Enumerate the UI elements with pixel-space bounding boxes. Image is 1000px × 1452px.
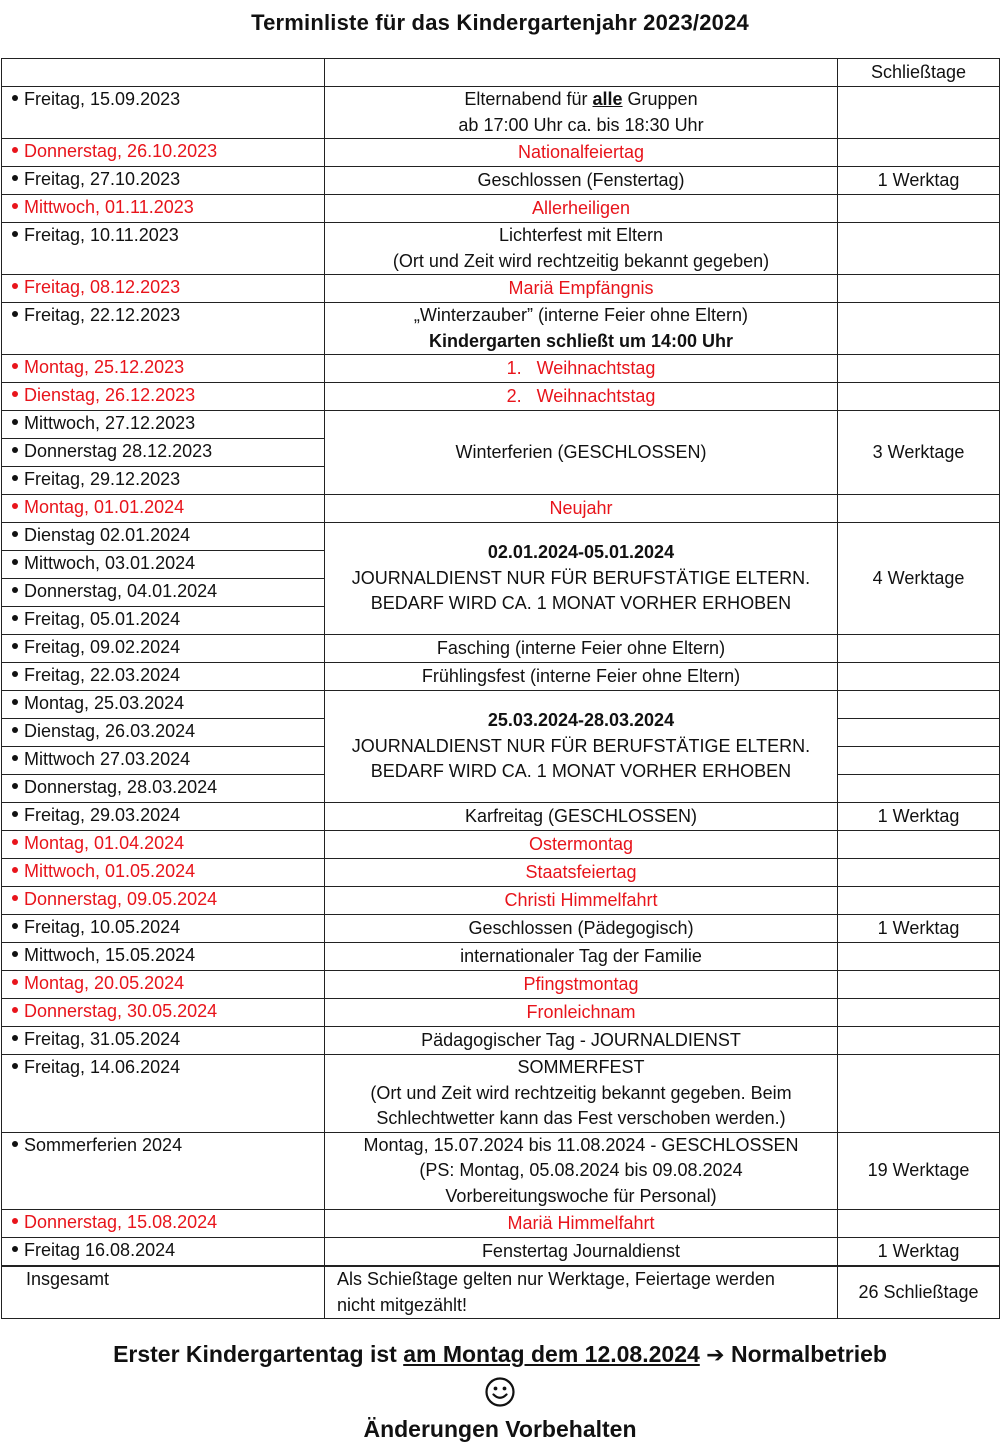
event-cell: Ostermontag [325, 831, 838, 859]
notice-date: am Montag dem 12.08.2024 [403, 1341, 700, 1367]
date-text: Donnerstag, 15.08.2024 [24, 1212, 218, 1232]
closing-cell [838, 831, 1000, 859]
closing-cell [838, 275, 1000, 303]
date-text: Freitag, 10.11.2023 [24, 225, 179, 245]
event-cell: Pädagogischer Tag - JOURNALDIENST [325, 1027, 838, 1055]
bullet-icon [12, 175, 18, 181]
bullet-icon [12, 391, 18, 397]
date-text: Freitag, 15.09.2023 [24, 89, 181, 109]
event-text: Elternabend für [464, 89, 593, 109]
event-text: Kindergarten schließt um 14:00 Uhr [428, 330, 734, 351]
bullet-icon [12, 699, 18, 705]
event-cell: Mariä Himmelfahrt [325, 1210, 838, 1238]
table-row [2, 887, 1000, 915]
table-row [2, 691, 1000, 719]
date-cell [2, 579, 325, 607]
date-text: Mittwoch, 03.01.2024 [24, 553, 196, 573]
date-text: Freitag, 09.02.2024 [24, 637, 181, 657]
closing-cell [838, 1210, 1000, 1238]
closing-cell [838, 383, 1000, 411]
event-text: BEDARF WIRD CA. 1 MONAT VORHER ERHOBEN [370, 593, 792, 614]
date-cell [2, 803, 325, 831]
bullet-icon [12, 1218, 18, 1224]
event-text: Lichterfest mit Eltern [498, 225, 664, 245]
closing-cell [838, 859, 1000, 887]
date-cell [2, 551, 325, 579]
first-day-notice [0, 1341, 1000, 1368]
notice-text: Normalbetrieb [724, 1341, 887, 1367]
event-cell: Geschlossen (Pädegogisch) [325, 915, 838, 943]
date-text: Freitag, 08.12.2023 [24, 277, 181, 297]
date-cell [2, 1027, 325, 1055]
list-number: 1. [506, 357, 522, 378]
header-date [2, 59, 325, 87]
bullet-icon [12, 311, 18, 317]
bullet-icon [12, 531, 18, 537]
date-text: Dienstag, 26.03.2024 [24, 721, 196, 741]
date-cell [2, 495, 325, 523]
total-row [2, 1266, 1000, 1319]
date-text: Freitag, 29.12.2023 [24, 469, 181, 489]
table-row [2, 523, 1000, 551]
bullet-icon [12, 1141, 18, 1147]
date-text: Freitag, 29.03.2024 [24, 805, 181, 825]
table-row [2, 635, 1000, 663]
date-cell [2, 775, 325, 803]
date-text: Mittwoch, 01.05.2024 [24, 861, 196, 881]
date-text: Freitag, 27.10.2023 [24, 169, 181, 189]
closing-cell [838, 887, 1000, 915]
date-cell [2, 467, 325, 495]
date-text: Mittwoch 27.03.2024 [24, 749, 191, 769]
table-row [2, 383, 1000, 411]
smiley-face-icon [484, 1376, 516, 1408]
event-cell: Mariä Empfängnis [325, 275, 838, 303]
table-row [2, 971, 1000, 999]
table-row [2, 803, 1000, 831]
date-cell [2, 223, 325, 275]
date-cell [2, 859, 325, 887]
event-cell: Fasching (interne Feier ohne Eltern) [325, 635, 838, 663]
closing-cell [838, 943, 1000, 971]
event-cell [325, 223, 838, 275]
header-event [325, 59, 838, 87]
bullet-icon [12, 895, 18, 901]
date-cell [2, 719, 325, 747]
table-row [2, 1055, 1000, 1133]
date-text: Sommerferien 2024 [24, 1134, 183, 1155]
date-cell [2, 383, 325, 411]
event-cell [325, 355, 838, 383]
date-text: Mittwoch, 01.11.2023 [24, 197, 194, 217]
date-cell [2, 691, 325, 719]
closing-cell [838, 747, 1000, 775]
bullet-icon [12, 951, 18, 957]
bullet-icon [12, 1007, 18, 1013]
closing-cell [838, 195, 1000, 223]
date-cell [2, 663, 325, 691]
bullet-icon [12, 231, 18, 237]
event-cell: Fenstertag Journaldienst [325, 1238, 838, 1267]
event-cell [325, 523, 838, 635]
bullet-icon [12, 419, 18, 425]
closing-cell [838, 775, 1000, 803]
event-text: (Ort und Zeit wird rechtzeitig bekannt gegeben. Beim [370, 1082, 792, 1103]
date-text: Montag, 01.01.2024 [24, 497, 185, 517]
bullet-icon [12, 923, 18, 929]
date-text: Mittwoch, 15.05.2024 [24, 945, 196, 965]
bullet-icon [12, 671, 18, 677]
date-text: Donnerstag, 09.05.2024 [24, 889, 218, 909]
total-note-line: nicht mitgezählt! [337, 1294, 468, 1315]
date-cell [2, 1132, 325, 1210]
event-text: JOURNALDIENST NUR FÜR BERUFSTÄTIGE ELTERN. [351, 735, 811, 756]
event-cell: Winterferien (GESCHLOSSEN) [325, 411, 838, 495]
date-text: Montag, 20.05.2024 [24, 973, 185, 993]
date-cell [2, 943, 325, 971]
date-text: Dienstag, 26.12.2023 [24, 385, 196, 405]
table-row [2, 943, 1000, 971]
event-text: (PS: Montag, 05.08.2024 bis 09.08.2024 [419, 1160, 743, 1180]
closing-cell: 1 Werktag [838, 915, 1000, 943]
total-note [325, 1266, 838, 1319]
table-row [2, 139, 1000, 167]
event-cell: Christi Himmelfahrt [325, 887, 838, 915]
closing-cell [838, 495, 1000, 523]
event-cell: Allerheiligen [325, 195, 838, 223]
table-row [2, 999, 1000, 1027]
bullet-icon [12, 839, 18, 845]
date-text: Mittwoch, 27.12.2023 [24, 413, 196, 433]
bullet-icon [12, 283, 18, 289]
date-cell [2, 303, 325, 355]
schedule-table [1, 58, 1000, 1319]
list-number: 2. [506, 385, 522, 406]
event-cell [325, 1055, 838, 1133]
event-text: Weihnachtstag [536, 385, 656, 406]
date-text: Freitag, 05.01.2024 [24, 609, 181, 629]
date-cell [2, 439, 325, 467]
closing-cell: 1 Werktag [838, 167, 1000, 195]
date-text: Freitag, 31.05.2024 [24, 1029, 181, 1049]
event-text: 25.03.2024-28.03.2024 [487, 710, 675, 731]
total-value: 26 Schließtage [838, 1266, 1000, 1319]
bullet-icon [12, 587, 18, 593]
date-text: Donnerstag 28.12.2023 [24, 441, 213, 461]
bullet-icon [12, 1246, 18, 1252]
event-cell: Frühlingsfest (interne Feier ohne Eltern) [325, 663, 838, 691]
closing-cell [838, 999, 1000, 1027]
event-cell [325, 691, 838, 803]
closing-cell [838, 355, 1000, 383]
closing-cell: 1 Werktag [838, 1238, 1000, 1267]
bullet-icon [12, 1035, 18, 1041]
date-cell [2, 355, 325, 383]
closing-cell [838, 971, 1000, 999]
bullet-icon [12, 867, 18, 873]
table-row [2, 1132, 1000, 1210]
event-cell: Staatsfeiertag [325, 859, 838, 887]
bullet-icon [12, 979, 18, 985]
table-row [2, 495, 1000, 523]
table-row [2, 859, 1000, 887]
event-text: SOMMERFEST [517, 1057, 645, 1077]
date-cell [2, 971, 325, 999]
event-text: ab 17:00 Uhr ca. bis 18:30 Uhr [458, 114, 704, 135]
event-text: Montag, 15.07.2024 bis 11.08.2024 - GESCHLOSSEN [363, 1134, 799, 1155]
event-text: BEDARF WIRD CA. 1 MONAT VORHER ERHOBEN [370, 761, 792, 782]
notice-text: Erster Kindergartentag ist [113, 1341, 404, 1367]
bullet-icon [12, 615, 18, 621]
event-cell: Nationalfeiertag [325, 139, 838, 167]
bullet-icon [12, 1063, 18, 1069]
event-cell [325, 87, 838, 139]
event-cell: Karfreitag (GESCHLOSSEN) [325, 803, 838, 831]
table-row [2, 915, 1000, 943]
date-cell [2, 831, 325, 859]
bullet-icon [12, 475, 18, 481]
bullet-icon [12, 783, 18, 789]
table-row [2, 275, 1000, 303]
date-text: Donnerstag, 26.10.2023 [24, 141, 218, 161]
date-text: Montag, 01.04.2024 [24, 833, 185, 853]
date-cell [2, 999, 325, 1027]
bullet-icon [12, 147, 18, 153]
table-row [2, 355, 1000, 383]
date-cell [2, 275, 325, 303]
bullet-icon [12, 811, 18, 817]
bullet-icon [12, 363, 18, 369]
event-text: „Winterzauber” (interne Feier ohne Eltern) [413, 305, 749, 325]
bullet-icon [12, 95, 18, 101]
date-text: Montag, 25.03.2024 [24, 693, 185, 713]
event-cell [325, 303, 838, 355]
date-cell [2, 1210, 325, 1238]
bullet-icon [12, 755, 18, 761]
header-row [2, 59, 1000, 87]
bullet-icon [12, 559, 18, 565]
table-row [2, 167, 1000, 195]
date-cell [2, 887, 325, 915]
table-row [2, 87, 1000, 139]
event-text: Gruppen [622, 89, 698, 109]
closing-cell [838, 663, 1000, 691]
date-cell [2, 87, 325, 139]
closing-cell: 1 Werktag [838, 803, 1000, 831]
date-cell [2, 1238, 325, 1267]
page-title: Terminliste für das Kindergartenjahr 2023/2024 [251, 10, 749, 35]
right-arrow-icon: ➔ [706, 1342, 725, 1367]
closing-cell [838, 691, 1000, 719]
date-text: Donnerstag, 30.05.2024 [24, 1001, 218, 1021]
table-row [2, 1027, 1000, 1055]
closing-cell [838, 1055, 1000, 1133]
event-cell [325, 383, 838, 411]
date-text: Dienstag 02.01.2024 [24, 525, 191, 545]
event-emphasis: alle [592, 89, 623, 109]
closing-cell [838, 719, 1000, 747]
event-text: 02.01.2024-05.01.2024 [487, 542, 675, 563]
date-text: Montag, 25.12.2023 [24, 357, 185, 377]
date-text: Freitag, 22.12.2023 [24, 305, 181, 325]
bullet-icon [12, 643, 18, 649]
closing-cell [838, 139, 1000, 167]
event-text: (Ort und Zeit wird rechtzeitig bekannt gegeben) [392, 250, 770, 271]
total-note-line: Als Schießtage gelten nur Werktage, Feiertage werden [337, 1269, 775, 1289]
date-text: Freitag 16.08.2024 [24, 1240, 176, 1260]
table-row [2, 663, 1000, 691]
table-row [2, 1210, 1000, 1238]
date-cell [2, 167, 325, 195]
bullet-icon [12, 203, 18, 209]
closing-cell [838, 635, 1000, 663]
date-cell [2, 195, 325, 223]
date-text: Freitag, 22.03.2024 [24, 665, 181, 685]
table-row [2, 223, 1000, 275]
date-text: Donnerstag, 04.01.2024 [24, 581, 218, 601]
date-text: Donnerstag, 28.03.2024 [24, 777, 218, 797]
event-cell: Geschlossen (Fenstertag) [325, 167, 838, 195]
total-label: Insgesamt [2, 1266, 325, 1319]
date-cell [2, 523, 325, 551]
bullet-icon [12, 727, 18, 733]
closing-cell [838, 303, 1000, 355]
table-row [2, 831, 1000, 859]
table-row [2, 303, 1000, 355]
table-row [2, 195, 1000, 223]
disclaimer: Änderungen Vorbehalten [363, 1416, 637, 1442]
date-cell [2, 607, 325, 635]
event-text: Weihnachtstag [536, 357, 656, 378]
bullet-icon [12, 447, 18, 453]
date-cell [2, 411, 325, 439]
closing-cell [838, 1027, 1000, 1055]
date-text: Freitag, 14.06.2024 [24, 1057, 181, 1077]
closing-cell: 19 Werktage [838, 1132, 1000, 1210]
date-cell [2, 139, 325, 167]
event-text: Schlechtwetter kann das Fest verschoben werden.) [376, 1108, 786, 1128]
closing-cell: 4 Werktage [838, 523, 1000, 635]
date-cell [2, 915, 325, 943]
date-cell [2, 1055, 325, 1133]
date-cell [2, 747, 325, 775]
closing-cell [838, 87, 1000, 139]
date-cell [2, 635, 325, 663]
closing-cell: 3 Werktage [838, 411, 1000, 495]
closing-cell [838, 223, 1000, 275]
event-text: JOURNALDIENST NUR FÜR BERUFSTÄTIGE ELTERN. [351, 567, 811, 588]
event-cell: Pfingstmontag [325, 971, 838, 999]
header-closing-days: Schließtage [838, 59, 1000, 87]
table-row [2, 1238, 1000, 1267]
event-text: Vorbereitungswoche für Personal) [445, 1185, 717, 1206]
event-cell: internationaler Tag der Familie [325, 943, 838, 971]
event-cell [325, 1132, 838, 1210]
table-row [2, 411, 1000, 439]
event-cell: Neujahr [325, 495, 838, 523]
date-text: Freitag, 10.05.2024 [24, 917, 181, 937]
bullet-icon [12, 503, 18, 509]
event-cell: Fronleichnam [325, 999, 838, 1027]
